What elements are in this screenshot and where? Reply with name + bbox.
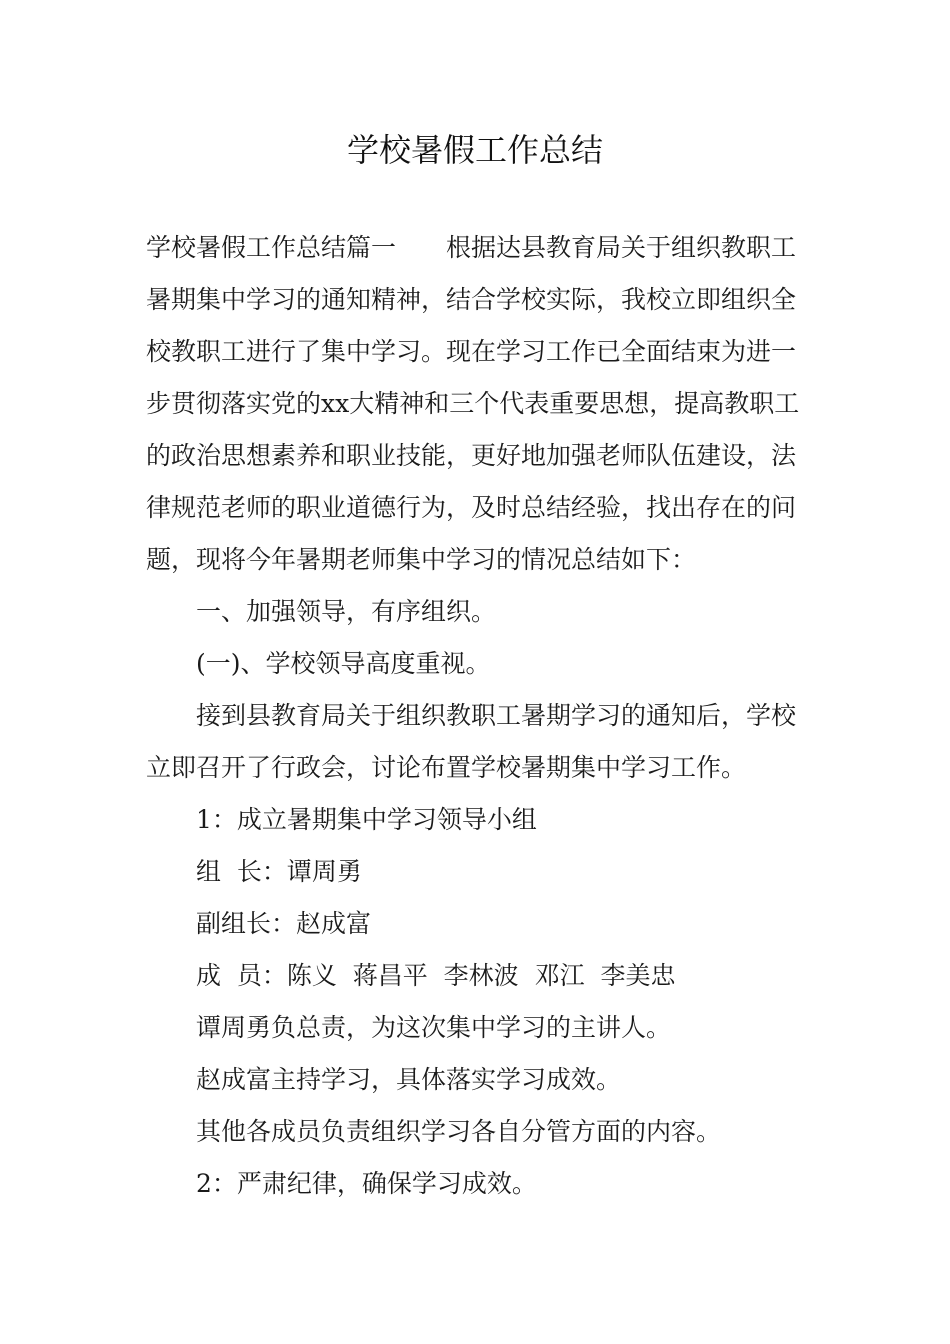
list-item: 组 长：谭周勇 [196, 857, 362, 886]
document-body [146, 222, 810, 1210]
paragraph: 接到县教育局关于组织教职工暑期学习的通知后，学校立即召开了行政会，讨论布置学校暑期集中学习工作。 [146, 701, 797, 782]
section-heading: 一、加强领导，有序组织。 [196, 597, 497, 626]
list-item: 成 员：陈义 蒋昌平 李林波 邓江 李美忠 [196, 961, 676, 990]
list-item: 1：成立暑期集中学习领导小组 [196, 805, 537, 834]
subsection-heading: (一)、学校领导高度重视。 [196, 649, 491, 678]
paragraph-text: 根据达县教育局关于组织教职工暑期集中学习的通知精神，结合学校实际，我校立即组织全校教职工进行了集中学习。现在学习工作已全面结束为进一步贯彻落实党的xx大精神和三个代表重要思想，提高教职工的政治思想素养和职业技能，更好地加强老师队伍建设，法律规范老师的职业道德行为，及时总结经验，找出存在的问题，现将今年暑期老师集中学习的情况总结如下： [146, 233, 800, 574]
document-title: 学校暑假工作总结 [346, 131, 603, 169]
intro-paragraph [146, 222, 810, 586]
intro-label: 学校暑假工作总结篇一 [146, 233, 397, 262]
list-item: 2：严肃纪律，确保学习成效。 [196, 1169, 537, 1198]
list-item: 谭周勇负总责，为这次集中学习的主讲人。 [196, 1013, 672, 1042]
list-item: 其他各成员负责组织学习各自分管方面的内容。 [196, 1117, 722, 1146]
list-item: 副组长：赵成富 [196, 909, 372, 938]
list-item: 赵成富主持学习，具体落实学习成效。 [196, 1065, 622, 1094]
